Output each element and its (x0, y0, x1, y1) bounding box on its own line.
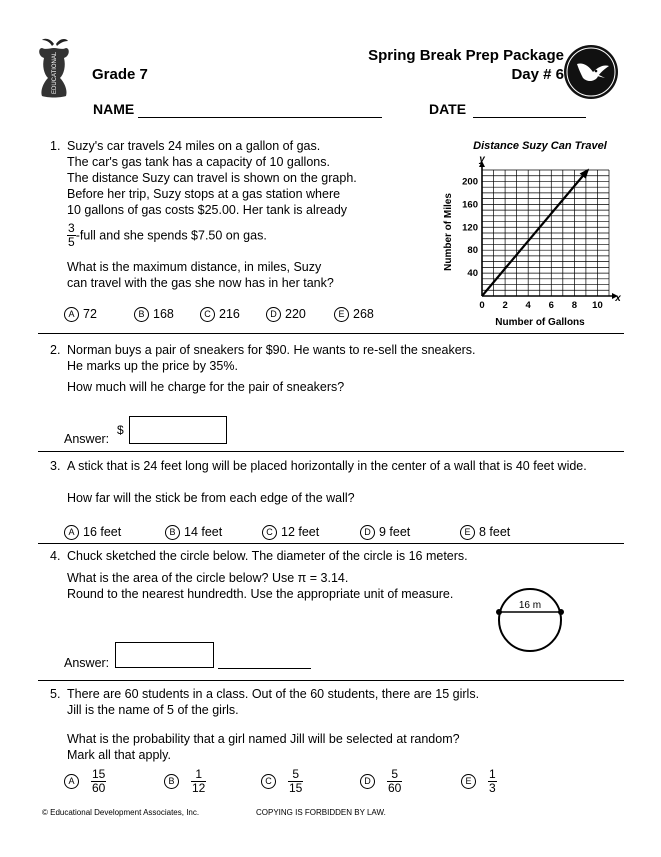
q3-line: A stick that is 24 feet long will be placed horizontally in the center of a wall that is 40 feet wide. (67, 459, 587, 473)
choice-c[interactable]: C 216 (200, 307, 240, 322)
bubble-c[interactable]: C (200, 307, 215, 322)
y-axis-label: Number of Miles (443, 193, 454, 271)
choice-d[interactable]: D 9 feet (360, 525, 410, 540)
question-5-number: 5. (50, 687, 61, 701)
copyright-text: © Educational Development Associates, Inc. (42, 808, 200, 817)
fraction: $\frac{3}{5}$ (68, 221, 75, 249)
hummingbird-emblem-icon (563, 44, 619, 100)
chart-title: Distance Suzy Can Travel (473, 140, 607, 152)
x-tick-label: 10 (592, 300, 603, 311)
choice-c[interactable]: C 12 feet (262, 525, 319, 540)
x-tick-label: 4 (525, 300, 531, 311)
copying-notice: COPYING IS FORBIDDEN BY LAW. (256, 808, 386, 817)
question-5-text (67, 686, 479, 718)
bubble-e[interactable]: E (461, 774, 476, 789)
date-field[interactable] (473, 117, 586, 118)
bubble-b[interactable]: B (134, 307, 149, 322)
choice-b[interactable]: B 168 (134, 307, 174, 322)
x-axis-label: Number of Gallons (495, 317, 585, 328)
q1-line: The distance Suzy can travel is shown on the graph. (67, 171, 357, 185)
bubble-d[interactable]: D (266, 307, 281, 322)
q1-prompt-line: What is the maximum distance, in miles, Suzy (67, 260, 322, 274)
question-1-number: 1. (50, 139, 61, 153)
q1-line: Suzy's car travels 24 miles on a gallon of gas. (67, 139, 321, 153)
choice-a[interactable]: A 72 (64, 307, 97, 322)
question-1-prompt (67, 259, 334, 291)
dollar-sign: $ (117, 423, 124, 437)
y-tick-label: 80 (467, 245, 478, 257)
choice-a[interactable] (64, 768, 106, 795)
choice-d[interactable] (360, 768, 402, 795)
chart-grid (479, 161, 618, 299)
q1-line: Before her trip, Suzy stops at a gas station where (67, 187, 341, 201)
divider (38, 451, 624, 452)
y-tick-label: 200 (462, 176, 478, 188)
bubble-b[interactable]: B (164, 774, 179, 789)
q1-prompt-line: can travel with the gas she now has in her tank? (67, 276, 334, 290)
divider (38, 333, 624, 334)
chart-series (482, 168, 589, 296)
name-label: NAME (93, 101, 135, 117)
q2-answer-label: Answer: (64, 432, 110, 446)
bubble-a[interactable]: A (64, 774, 79, 789)
divider (38, 680, 624, 681)
choice-e[interactable]: E 268 (334, 307, 374, 322)
title-line-2: Day # 6 (511, 66, 564, 83)
q2-answer-box[interactable] (129, 416, 227, 444)
q5-line: There are 60 students in a class. Out of the 60 students, there are 15 girls. (67, 687, 480, 701)
diameter-label: 16 m (518, 600, 542, 611)
y-axis-letter: y (479, 154, 485, 165)
question-3-number: 3. (50, 459, 61, 473)
name-field[interactable] (138, 117, 382, 118)
bubble-e[interactable]: E (334, 307, 349, 322)
q4-answer-box[interactable] (115, 642, 214, 668)
q5-prompt-line: Mark all that apply. (67, 748, 171, 762)
q4-unit-line[interactable] (218, 668, 311, 669)
question-2-number: 2. (50, 343, 61, 357)
question-1-text (67, 138, 357, 218)
q5-prompt-line: What is the probability that a girl named Jill will be selected at random? (67, 732, 460, 746)
bubble-c[interactable]: C (261, 774, 276, 789)
circle-diagram (494, 584, 566, 656)
distance-chart (436, 136, 626, 332)
question-2-text (67, 342, 476, 374)
q2-line: He marks up the price by 35%. (67, 359, 238, 373)
chart-ticks (462, 176, 603, 311)
choice-b[interactable] (164, 768, 206, 795)
date-label: DATE (429, 101, 467, 117)
fraction: $\frac{5}{60}$ (388, 767, 402, 795)
bubble-c[interactable]: C (262, 525, 277, 540)
grade-label: Grade 7 (92, 66, 148, 83)
choice-e[interactable]: E 8 feet (460, 525, 510, 540)
q2-prompt: How much will he charge for the pair of sneakers? (67, 380, 345, 394)
bubble-a[interactable]: A (64, 525, 79, 540)
bubble-d[interactable]: D (360, 774, 375, 789)
q1-fraction-text: -full and she spends $7.50 on gas. (75, 228, 267, 243)
page-title (368, 46, 564, 84)
bubble-d[interactable]: D (360, 525, 375, 540)
bubble-e[interactable]: E (460, 525, 475, 540)
q1-fraction-line (67, 222, 267, 249)
divider (38, 543, 624, 544)
x-axis-letter: x (615, 293, 621, 304)
fraction: $\frac{1}{3}$ (489, 767, 496, 795)
choice-b[interactable]: B 14 feet (165, 525, 222, 540)
fraction: $\frac{5}{15}$ (289, 767, 303, 795)
bubble-a[interactable]: A (64, 307, 79, 322)
question-5-prompt (67, 731, 460, 763)
x-tick-label: 2 (502, 300, 508, 311)
fraction: $\frac{15}{60}$ (92, 767, 106, 795)
apple-logo-icon (36, 36, 72, 100)
choice-a[interactable]: A 16 feet (64, 525, 121, 540)
y-tick-label: 40 (467, 268, 478, 280)
q2-line: Norman buys a pair of sneakers for $90. He wants to re-sell the sneakers. (67, 343, 476, 357)
choice-d[interactable]: D 220 (266, 307, 306, 322)
question-4-prompt (67, 570, 453, 602)
title-line-1: Spring Break Prep Package (368, 47, 564, 64)
q4-prompt-line: What is the area of the circle below? Use π = 3.14. (67, 571, 349, 585)
q4-line: Chuck sketched the circle below. The diameter of the circle is 16 meters. (67, 549, 468, 563)
question-4-number: 4. (50, 549, 61, 563)
svg-text:EDUCATIONAL: EDUCATIONAL (52, 51, 58, 94)
fraction: $\frac{1}{12}$ (192, 767, 206, 795)
q1-line: 10 gallons of gas costs $25.00. Her tank is already (67, 203, 348, 217)
x-tick-label: 8 (571, 300, 578, 311)
choice-e[interactable] (461, 768, 497, 795)
q1-line: The car's gas tank has a capacity of 10 gallons. (67, 155, 330, 169)
q5-line: Jill is the name of 5 of the girls. (67, 703, 239, 717)
q3-prompt: How far will the stick be from each edge of the wall? (67, 491, 355, 505)
q4-answer-label: Answer: (64, 656, 110, 670)
choice-c[interactable] (261, 768, 303, 795)
x-tick-label: 6 (548, 300, 554, 311)
q4-prompt-line: Round to the nearest hundredth. Use the appropriate unit of measure. (67, 587, 454, 601)
x-tick-label: 0 (479, 300, 485, 311)
bubble-b[interactable]: B (165, 525, 180, 540)
y-tick-label: 160 (462, 199, 478, 211)
y-tick-label: 120 (462, 222, 478, 234)
